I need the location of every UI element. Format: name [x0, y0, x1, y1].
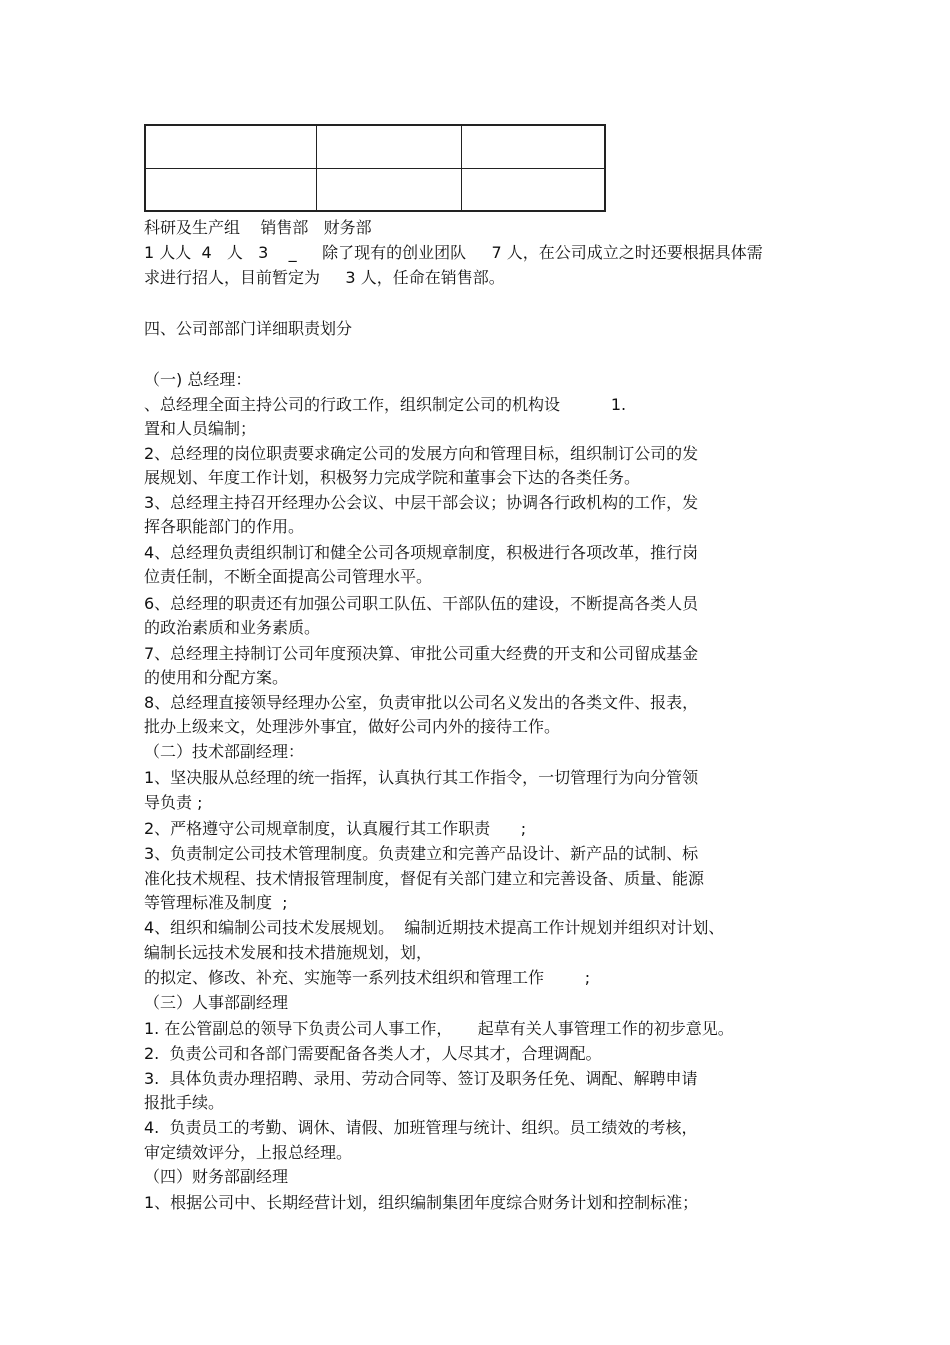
table-row-divider	[146, 168, 604, 169]
paragraph-line: 准化技术规程、技术情报管理制度，督促有关部门建立和完善设备、质量、能源	[144, 869, 705, 888]
paragraph-line: 1 人人 4 人 3 _ 除了现有的创业团队 7 人，在公司成立之时还要根据具体需	[144, 243, 763, 262]
paragraph-line: 2. 负责公司和各部门需要配备各类人才，人尽其才，合理调配。	[144, 1044, 602, 1063]
paragraph-line: 1、根据公司中、长期经营计划，组织编制集团年度综合财务计划和控制标准；	[144, 1193, 699, 1212]
paragraph-line: 编制长远技术发展和技术措施规划，划，	[144, 943, 433, 962]
subsection-heading: （一) 总经理：	[144, 370, 252, 389]
paragraph-line: 7、总经理主持制订公司年度预决算、审批公司重大经费的开支和公司留成基金	[144, 644, 699, 663]
paragraph-line: 2、总经理的岗位职责要求确定公司的发展方向和管理目标，组织制订公司的发	[144, 444, 699, 463]
paragraph-line: 挥各职能部门的作用。	[144, 517, 305, 536]
paragraph-line: 1. 在公管副总的领导下负责公司人事工作， 起草有关人事管理工作的初步意见。	[144, 1019, 734, 1038]
paragraph-line: 的使用和分配方案。	[144, 668, 289, 687]
paragraph-line: 求进行招人，目前暂定为 3 人，任命在销售部。	[144, 268, 505, 287]
paragraph-line: 等管理标准及制度 ;	[144, 893, 288, 912]
paragraph-line: 8、总经理直接领导经理办公室，负责审批以公司名义发出的各类文件、报表，	[144, 693, 699, 712]
paragraph-line: 2、严格遵守公司规章制度，认真履行其工作职责 ;	[144, 819, 527, 838]
section-heading: 四、公司部部门详细职责划分	[144, 319, 353, 338]
paragraph-line: 位责任制，不断全面提高公司管理水平。	[144, 567, 433, 586]
paragraph-line: 的拟定、修改、补充、实施等一系列技术组织和管理工作 ;	[144, 968, 591, 987]
paragraph-line: 3、负责制定公司技术管理制度。负责建立和完善产品设计、新产品的试制、标	[144, 844, 699, 863]
table-column-divider	[316, 126, 317, 210]
org-chart-table	[144, 124, 606, 212]
paragraph-line: 置和人员编制；	[144, 419, 257, 438]
subsection-heading: （三）人事部副经理	[144, 993, 289, 1012]
paragraph-line: 4、总经理负责组织制订和健全公司各项规章制度，积极进行各项改革，推行岗	[144, 543, 699, 562]
subsection-heading: （二）技术部副经理：	[144, 742, 305, 761]
paragraph-line: 4. 负责员工的考勤、调休、请假、加班管理与统计、组织。员工绩效的考核，	[144, 1118, 698, 1137]
paragraph-line: 的政治素质和业务素质。	[144, 618, 321, 637]
department-labels: 科研及生产组 销售部 财务部	[144, 218, 372, 237]
paragraph-line: 展规划、年度工作计划，积极努力完成学院和董事会下达的各类任务。	[144, 468, 641, 487]
subsection-heading: （四）财务部副经理	[144, 1167, 289, 1186]
paragraph-line: 、总经理全面主持公司的行政工作，组织制定公司的机构设 1.	[144, 395, 627, 414]
paragraph-line: 4、组织和编制公司技术发展规划。 编制近期技术提高工作计规划并组织对计划、	[144, 918, 725, 937]
paragraph-line: 报批手续。	[144, 1093, 225, 1112]
paragraph-line: 3、总经理主持召开经理办公会议、中层干部会议；协调各行政机构的工作，发	[144, 493, 699, 512]
paragraph-line: 6、总经理的职责还有加强公司职工队伍、干部队伍的建设，不断提高各类人员	[144, 594, 699, 613]
paragraph-line: 3. 具体负责办理招聘、录用、劳动合同等、签订及职务任免、调配、解聘申请	[144, 1069, 698, 1088]
paragraph-line: 审定绩效评分，上报总经理。	[144, 1143, 353, 1162]
paragraph-line: 1、坚决服从总经理的统一指挥，认真执行其工作指令，一切管理行为向分管领	[144, 768, 699, 787]
paragraph-line: 批办上级来文，处理涉外事宜，做好公司内外的接待工作。	[144, 717, 561, 736]
table-column-divider	[461, 126, 462, 210]
paragraph-line: 导负责 ;	[144, 793, 203, 812]
